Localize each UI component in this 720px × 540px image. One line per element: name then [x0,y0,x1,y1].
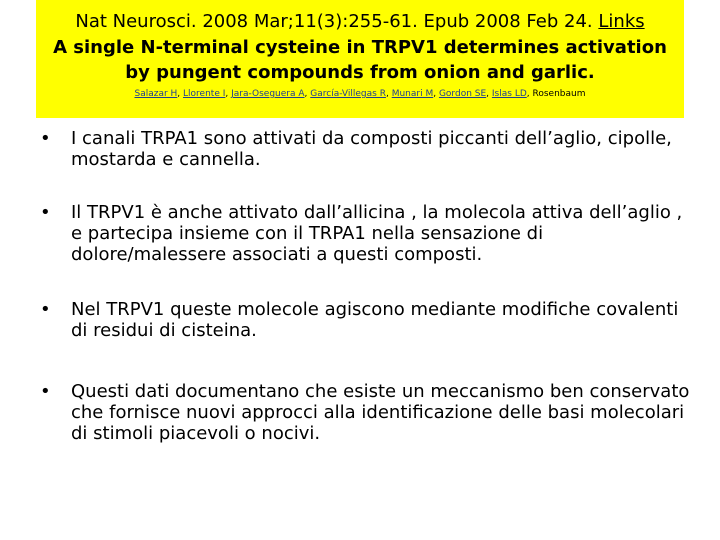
bullet-item [40,299,690,341]
bullet-icon: • [40,299,51,320]
citation-text: Nat Neurosci. 2008 Mar;11(3):255-61. Epub 2008 Feb 24. [75,11,593,32]
author-link[interactable]: Gordon SE [438,89,487,99]
bullet-text: I canali TRPA1 sono attivati da composti piccanti dell’aglio, cipolle, mostarda e cannella. [71,128,672,170]
bullet-item [40,202,690,265]
bullet-icon: • [40,128,51,149]
bullet-list [40,128,690,444]
bullet-text: Il TRPV1 è anche attivato dall’allicina , la molecola attiva dell’aglio , e partecipa insieme con il TRPA1 nella sensazione di dolore/malessere associati a questi composti. [71,202,683,265]
article-title: A single N-terminal cysteine in TRPV1 determines activation by pungent compounds from onion and garlic. [53,37,667,83]
author-trailing: Rosenbaum [532,89,586,99]
bullet-item [40,128,690,170]
author-link[interactable]: Jara-Oseguera A [231,89,305,99]
citation-line [36,10,684,34]
bullet-text: Nel TRPV1 queste molecole agiscono mediante modifiche covalenti di residui di cisteina. [71,299,679,341]
bullet-icon: • [40,381,51,402]
bullet-item [40,381,690,444]
bullet-text: Questi dati documentano che esiste un meccanismo ben conservato che fornisce nuovi approcci alla identificazione delle basi molecolari di stimoli piacevoli o nocivi. [71,381,690,444]
author-link[interactable]: Llorente I [183,89,226,99]
citation-header [36,0,684,118]
links-link[interactable]: Links [598,11,645,32]
author-link[interactable]: Munari M [391,89,434,99]
author-link[interactable]: Islas LD [491,89,527,99]
author-link[interactable]: García-Villegas R [310,89,386,99]
author-link[interactable]: Salazar H [134,89,178,99]
bullet-icon: • [40,202,51,223]
author-list: Salazar H, Llorente I, Jara-Oseguera A, García-Villegas R, Munari M, Gordon SE, Islas LD, Rosenbaum [134,89,586,99]
